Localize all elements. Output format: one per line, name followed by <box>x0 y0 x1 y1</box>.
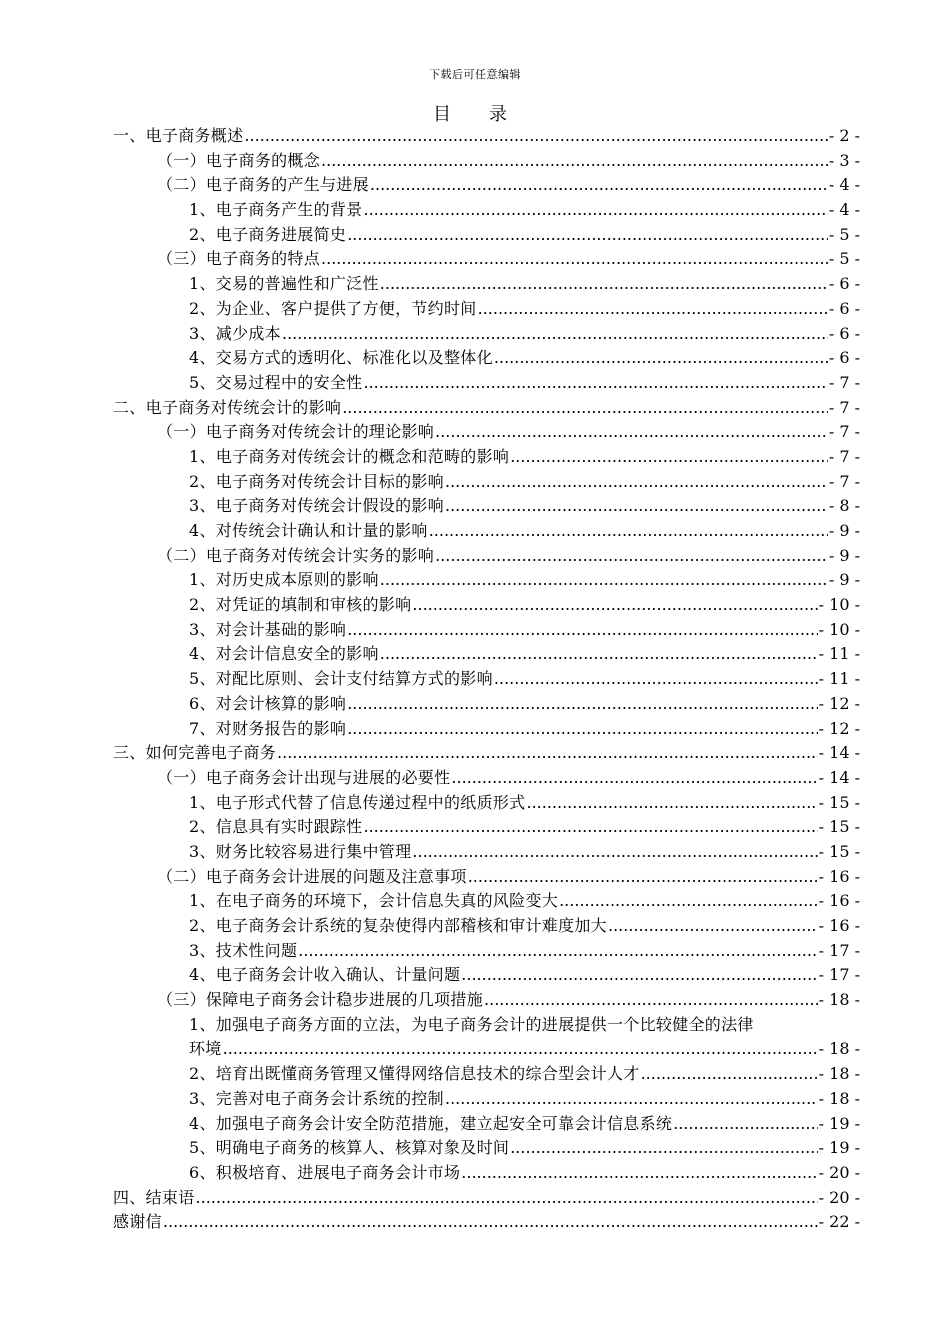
toc-dot-leader <box>445 494 828 519</box>
toc-dot-leader <box>559 889 818 914</box>
toc-entry-page: - 12 - <box>818 693 860 713</box>
toc-entry-label: （二）电子商务的产生与进展 <box>157 175 369 195</box>
toc-entry-page: - 7 - <box>828 397 860 417</box>
toc-entry-page: - 14 - <box>818 767 860 787</box>
toc-entry[interactable] <box>113 371 860 396</box>
toc-entry-page: - 17 - <box>818 965 860 985</box>
toc-entry-label: 1、电子商务产生的背景 <box>189 200 363 220</box>
toc-entry-label: 1、电子形式代替了信息传递过程中的纸质形式 <box>189 792 526 812</box>
toc-dot-leader <box>347 223 828 248</box>
toc-dot-leader <box>347 717 817 742</box>
toc-entry-page: - 8 - <box>828 496 860 516</box>
toc-dot-leader <box>445 1087 818 1112</box>
toc-entry[interactable] <box>113 840 860 865</box>
toc-entry[interactable] <box>113 1210 860 1235</box>
toc-entry-page: - 20 - <box>818 1187 860 1207</box>
toc-dot-leader <box>510 445 828 470</box>
toc-entry[interactable] <box>113 667 860 692</box>
toc-entry[interactable] <box>113 470 860 495</box>
toc-entry-label: 一、电子商务概述 <box>113 126 244 145</box>
toc-entry[interactable] <box>113 519 860 544</box>
toc-entry-label: 1、在电子商务的环境下，会计信息失真的风险变大 <box>189 891 559 911</box>
toc-entry-page: - 7 - <box>828 446 860 466</box>
toc-entry[interactable] <box>113 272 860 297</box>
toc-entry-label: 5、对配比原则、会计支付结算方式的影响 <box>189 669 493 689</box>
toc-entry[interactable] <box>113 494 860 519</box>
toc-entry-page: - 6 - <box>828 298 860 318</box>
toc-entry-label: （三）电子商务的特点 <box>157 249 321 269</box>
toc-dot-leader <box>608 914 818 939</box>
toc-entry-wrapped-line: 1、加强电子商务方面的立法，为电子商务会计的进展提供一个比较健全的法律 <box>189 1014 754 1034</box>
toc-entry-label: 3、技术性问题 <box>189 940 298 960</box>
table-of-contents <box>113 124 860 1235</box>
toc-entry-label: 3、减少成本 <box>189 323 281 343</box>
toc-entry-page: - 18 - <box>818 1039 860 1059</box>
toc-entry[interactable] <box>113 988 860 1013</box>
toc-dot-leader <box>380 642 818 667</box>
toc-entry-label: （二）电子商务对传统会计实务的影响 <box>157 545 435 565</box>
toc-entry[interactable] <box>113 939 860 964</box>
toc-entry[interactable] <box>113 1087 860 1112</box>
toc-entry[interactable] <box>113 963 860 988</box>
toc-entry[interactable] <box>113 247 860 272</box>
toc-entry-label: 2、对凭证的填制和审核的影响 <box>189 595 412 615</box>
toc-entry[interactable] <box>113 889 860 914</box>
toc-dot-leader <box>282 322 828 347</box>
toc-entry-label: 2、为企业、客户提供了方便，节约时间 <box>189 298 477 318</box>
toc-entry-page: - 15 - <box>818 817 860 837</box>
toc-entry-page: - 5 - <box>828 249 860 269</box>
toc-entry-page: - 6 - <box>828 323 860 343</box>
toc-dot-leader <box>435 544 828 569</box>
toc-entry-page: - 16 - <box>818 891 860 911</box>
toc-dot-leader <box>641 1062 818 1087</box>
toc-dot-leader <box>412 840 817 865</box>
toc-entry[interactable] <box>113 741 860 766</box>
toc-entry-page: - 15 - <box>818 792 860 812</box>
toc-entry-label: 4、对传统会计确认和计量的影响 <box>189 521 428 540</box>
toc-entry-label: 1、交易的普遍性和广泛性 <box>189 274 379 294</box>
toc-dot-leader <box>461 1161 817 1186</box>
toc-dot-leader <box>321 149 828 174</box>
toc-entry-label: （三）保障电子商务会计稳步进展的几项措施 <box>157 990 484 1010</box>
toc-dot-leader <box>363 371 827 396</box>
toc-entry-label: 3、完善对电子商务会计系统的控制 <box>189 1088 444 1108</box>
toc-entry[interactable] <box>113 223 860 248</box>
toc-entry[interactable] <box>113 692 860 717</box>
toc-entry-label: 4、对会计信息安全的影响 <box>189 644 379 664</box>
toc-dot-leader <box>435 420 828 445</box>
toc-entry-label: 4、交易方式的透明化、标准化以及整体化 <box>189 348 493 368</box>
toc-entry[interactable] <box>113 717 860 742</box>
toc-dot-leader <box>363 815 817 840</box>
toc-dot-leader <box>478 297 828 322</box>
toc-entry[interactable] <box>113 346 860 371</box>
toc-entry-label: （一）电子商务对传统会计的理论影响 <box>157 422 435 442</box>
toc-entry-label: 1、电子商务对传统会计的概念和范畴的影响 <box>189 446 510 466</box>
toc-dot-leader <box>363 198 827 223</box>
toc-entry-page: - 16 - <box>818 866 860 886</box>
toc-entry-label: （二）电子商务会计进展的问题及注意事项 <box>157 866 467 886</box>
toc-entry-label: 4、电子商务会计收入确认、计量问题 <box>189 965 461 985</box>
toc-dot-leader <box>526 791 817 816</box>
toc-dot-leader <box>321 247 828 272</box>
toc-entry[interactable] <box>113 420 860 445</box>
toc-entry-page: - 7 - <box>828 422 860 442</box>
toc-entry-page: - 18 - <box>818 1088 860 1108</box>
toc-entry-page: - 14 - <box>818 743 860 763</box>
toc-entry[interactable] <box>113 544 860 569</box>
toc-entry[interactable] <box>113 149 860 174</box>
toc-entry-label: 2、电子商务对传统会计目标的影响 <box>189 471 444 491</box>
toc-dot-leader <box>451 766 817 791</box>
toc-entry[interactable] <box>113 815 860 840</box>
toc-dot-leader <box>484 988 818 1013</box>
toc-entry-label: 三、如何完善电子商务 <box>113 743 277 763</box>
toc-entry-label: 2、培育出既懂商务管理又懂得网络信息技术的综合型会计人才 <box>189 1064 640 1084</box>
toc-entry[interactable] <box>113 766 860 791</box>
toc-entry[interactable] <box>113 642 860 667</box>
toc-entry-page: - 2 - <box>828 126 860 145</box>
toc-entry-page: - 22 - <box>818 1212 860 1232</box>
toc-dot-leader <box>298 939 817 964</box>
toc-entry-label: 7、对财务报告的影响 <box>189 718 347 738</box>
toc-entry[interactable] <box>113 198 860 223</box>
toc-entry-page: - 5 - <box>828 224 860 244</box>
toc-dot-leader <box>223 1037 818 1062</box>
toc-dot-leader <box>196 1186 818 1211</box>
toc-entry-page: - 6 - <box>828 348 860 368</box>
toc-dot-leader <box>380 568 828 593</box>
toc-entry-page: - 9 - <box>828 570 860 590</box>
toc-entry-label: 3、电子商务对传统会计假设的影响 <box>189 496 444 516</box>
toc-entry[interactable] <box>113 914 860 939</box>
toc-entry-page: - 6 - <box>828 274 860 294</box>
toc-dot-leader <box>342 396 828 421</box>
toc-entry-page: - 10 - <box>818 595 860 615</box>
toc-entry-page: - 18 - <box>818 1064 860 1084</box>
toc-entry-page: - 7 - <box>828 372 860 392</box>
toc-entry-label: （一）电子商务会计出现与进展的必要性 <box>157 767 451 787</box>
toc-entry-page: - 19 - <box>818 1113 860 1133</box>
toc-entry-page: - 11 - <box>818 644 860 664</box>
toc-entry-page: - 9 - <box>828 545 860 565</box>
toc-entry-label: （一）电子商务的概念 <box>157 150 321 170</box>
toc-entry[interactable] <box>113 1112 860 1137</box>
toc-entry-label: 四、结束语 <box>113 1187 195 1207</box>
toc-entry-page: - 7 - <box>828 471 860 491</box>
toc-entry[interactable] <box>113 593 860 618</box>
toc-entry-page: - 19 - <box>818 1138 860 1158</box>
page-header: 下载后可任意编辑 <box>429 68 521 81</box>
toc-entry-page: - 10 - <box>818 619 860 639</box>
toc-entry-page: - 20 - <box>818 1162 860 1182</box>
toc-entry[interactable] <box>113 445 860 470</box>
toc-dot-leader <box>429 519 828 544</box>
toc-entry[interactable] <box>113 173 860 198</box>
toc-entry-label: 2、电子商务会计系统的复杂使得内部稽核和审计难度加大 <box>189 916 607 935</box>
toc-dot-leader <box>468 865 818 890</box>
toc-entry[interactable] <box>113 124 860 149</box>
toc-entry[interactable] <box>113 618 860 643</box>
toc-entry-page: - 3 - <box>828 150 860 170</box>
toc-entry[interactable] <box>113 1136 860 1161</box>
toc-dot-leader <box>347 618 817 643</box>
toc-entry[interactable] <box>113 396 860 421</box>
toc-entry-label: 感谢信 <box>113 1212 162 1232</box>
toc-entry-label: 二、电子商务对传统会计的影响 <box>113 397 342 417</box>
toc-entry-label: 3、财务比较容易进行集中管理 <box>189 841 412 861</box>
toc-entry[interactable] <box>113 1037 860 1062</box>
toc-entry-page: - 17 - <box>818 940 860 960</box>
toc-dot-leader <box>380 272 828 297</box>
toc-entry-page: - 4 - <box>828 175 860 195</box>
toc-entry[interactable] <box>113 865 860 890</box>
toc-entry-label: 3、对会计基础的影响 <box>189 619 347 639</box>
toc-entry[interactable] <box>113 1161 860 1186</box>
toc-entry[interactable] <box>113 791 860 816</box>
toc-dot-leader <box>277 741 818 766</box>
toc-dot-leader <box>347 692 817 717</box>
toc-dot-leader <box>510 1136 817 1161</box>
toc-entry-page: - 12 - <box>818 718 860 738</box>
toc-entry-label: 4、加强电子商务会计安全防范措施，建立起安全可靠会计信息系统 <box>189 1113 673 1133</box>
toc-entry-label: 环境 <box>189 1039 222 1059</box>
toc-entry[interactable] <box>113 297 860 322</box>
toc-entry-label: 5、明确电子商务的核算人、核算对象及时间 <box>189 1138 510 1158</box>
toc-dot-leader <box>494 346 828 371</box>
toc-dot-leader <box>673 1112 817 1137</box>
toc-entry-page: - 18 - <box>818 990 860 1010</box>
toc-entry[interactable] <box>113 322 860 347</box>
toc-entry[interactable] <box>113 1186 860 1211</box>
toc-entry-page: - 15 - <box>818 841 860 861</box>
toc-dot-leader <box>370 173 828 198</box>
toc-entry-label: 2、电子商务进展简史 <box>189 224 347 244</box>
toc-entry-page: - 9 - <box>828 521 860 540</box>
toc-entry-page: - 4 - <box>828 200 860 220</box>
toc-entry-label: 6、对会计核算的影响 <box>189 693 347 713</box>
toc-entry[interactable] <box>113 568 860 593</box>
toc-dot-leader <box>412 593 817 618</box>
toc-dot-leader <box>494 667 818 692</box>
toc-entry-label: 1、对历史成本原则的影响 <box>189 570 379 590</box>
toc-dot-leader <box>163 1210 818 1235</box>
toc-entry-label: 6、积极培育、进展电子商务会计市场 <box>189 1162 461 1182</box>
toc-dot-leader <box>244 124 827 149</box>
toc-dot-leader <box>445 470 828 495</box>
toc-entry[interactable] <box>113 1062 860 1087</box>
toc-dot-leader <box>461 963 817 988</box>
toc-entry-label: 5、交易过程中的安全性 <box>189 372 363 392</box>
toc-entry-label: 2、信息具有实时跟踪性 <box>189 817 363 837</box>
toc-entry-page: - 11 - <box>818 669 860 689</box>
toc-title: 目 录 <box>433 104 517 125</box>
toc-entry-page: - 16 - <box>818 916 860 935</box>
